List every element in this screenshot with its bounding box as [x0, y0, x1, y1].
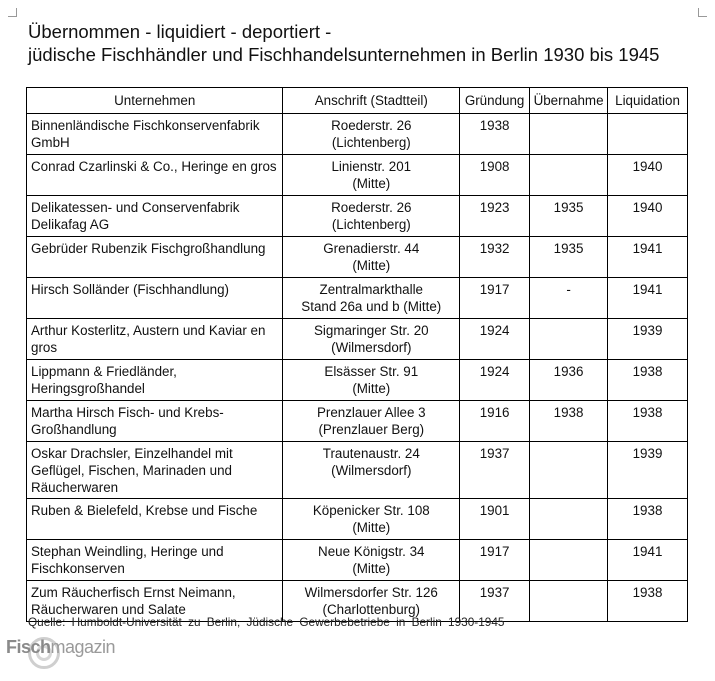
takeover-cell: [530, 581, 608, 622]
table-row: [27, 401, 688, 442]
address-cell-line: (Charlottenburg): [322, 602, 421, 617]
address-cell: [283, 237, 460, 278]
liquidation-cell: 1941: [608, 237, 688, 278]
table-row: [27, 319, 688, 360]
company-name-cell-line: Geflügel, Fischen, Marinaden und: [31, 463, 232, 478]
table-row: [27, 114, 688, 155]
address-cell: [283, 499, 460, 540]
liquidation-cell: 1940: [608, 155, 688, 196]
company-name-cell-line: Lippmann & Friedländer,: [31, 364, 177, 379]
company-name-cell-line: gros: [31, 340, 58, 355]
company-name-cell-line: Conrad Czarlinski & Co., Heringe en gros: [31, 159, 277, 174]
company-name-cell: [27, 401, 283, 442]
table-row: [27, 237, 688, 278]
address-cell: [283, 114, 460, 155]
company-name-cell-line: Binnenländische Fischkonservenfabrik: [31, 118, 260, 133]
company-name-cell: [27, 278, 283, 319]
address-cell-line: Elsässer Str. 91: [324, 364, 419, 379]
company-name-cell-line: Hirsch Solländer (Fischhandlung): [31, 282, 229, 297]
table-row: [27, 442, 688, 499]
address-cell-line: Roederstr. 26: [331, 200, 412, 215]
liquidation-cell: 1940: [608, 196, 688, 237]
founded-cell: 1937: [460, 442, 530, 499]
founded-cell: 1917: [460, 278, 530, 319]
address-cell-line: (Wilmersdorf): [331, 463, 412, 478]
company-name-cell: [27, 442, 283, 499]
founded-cell: 1937: [460, 581, 530, 622]
liquidation-cell: 1938: [608, 581, 688, 622]
liquidation-cell: 1938: [608, 401, 688, 442]
fischmagazin-logo: [6, 633, 166, 673]
address-cell: [283, 155, 460, 196]
liquidation-cell: 1939: [608, 442, 688, 499]
company-name-cell-line: Arthur Kosterlitz, Austern und Kaviar en: [31, 323, 266, 338]
address-cell-line: Trautenaustr. 24: [322, 446, 420, 461]
address-cell-line: (Mitte): [352, 176, 391, 191]
takeover-cell: [530, 442, 608, 499]
logo-text-bold: Fisch: [6, 637, 51, 657]
address-cell-line: (Lichtenberg): [331, 135, 411, 150]
founded-cell: 1924: [460, 319, 530, 360]
address-cell: [283, 319, 460, 360]
page-title: [28, 20, 659, 66]
takeover-cell: 1935: [530, 237, 608, 278]
company-name-cell: [27, 360, 283, 401]
company-name-cell-line: Fischkonserven: [31, 561, 125, 576]
takeover-cell: 1938: [530, 401, 608, 442]
page-corner-mark-right: [698, 8, 707, 17]
company-name-cell-line: Heringsgroßhandel: [31, 381, 145, 396]
address-cell-line: (Prenzlauer Berg): [318, 422, 425, 437]
address-cell-line: (Mitte): [352, 520, 391, 535]
company-name-cell-line: Räucherwaren: [31, 480, 119, 495]
liquidation-cell: 1938: [608, 499, 688, 540]
address-cell-line: (Wilmersdorf): [331, 340, 412, 355]
founded-cell: 1938: [460, 114, 530, 155]
logo-text-light: magazin: [50, 637, 116, 657]
address-cell-line: Roederstr. 26: [331, 118, 412, 133]
table-header-row: [27, 88, 688, 114]
address-cell-line: Prenzlauer Allee 3: [316, 405, 426, 420]
address-cell-line: Linienstr. 201: [331, 159, 412, 174]
company-name-cell-line: Großhandlung: [31, 422, 117, 437]
header-takeover: Übernahme: [530, 88, 608, 114]
header-company: Unternehmen: [27, 88, 283, 114]
page-corner-mark-left: [8, 8, 17, 17]
company-name-cell-line: Delikafag AG: [31, 217, 110, 232]
source-note: Quelle: Humboldt-Universität zu Berlin, Jüdische Gewerbebetriebe in Berlin 1930-1945: [28, 615, 505, 629]
company-name-cell-line: Martha Hirsch Fisch- und Krebs-: [31, 405, 224, 420]
takeover-cell: [530, 499, 608, 540]
founded-cell: 1917: [460, 540, 530, 581]
address-cell: [283, 360, 460, 401]
takeover-cell: [530, 155, 608, 196]
table-row: [27, 499, 688, 540]
address-cell-line: (Mitte): [352, 258, 391, 273]
takeover-cell: -: [530, 278, 608, 319]
founded-cell: 1916: [460, 401, 530, 442]
takeover-cell: [530, 540, 608, 581]
liquidation-cell: 1938: [608, 360, 688, 401]
company-name-cell-line: Delikatessen- und Conservenfabrik: [31, 200, 240, 215]
company-name-cell-line: Oskar Drachsler, Einzelhandel mit: [31, 446, 233, 461]
address-cell-line: Neue Königstr. 34: [318, 544, 425, 559]
founded-cell: 1908: [460, 155, 530, 196]
address-cell: [283, 401, 460, 442]
company-name-cell: [27, 237, 283, 278]
company-name-cell: [27, 499, 283, 540]
address-cell: [283, 442, 460, 499]
table-row: [27, 155, 688, 196]
header-liquidation: Liquidation: [608, 88, 688, 114]
liquidation-cell: 1941: [608, 540, 688, 581]
founded-cell: 1932: [460, 237, 530, 278]
founded-cell: 1924: [460, 360, 530, 401]
title-line-1: Übernommen - liquidiert - deportiert -: [28, 21, 332, 42]
liquidation-cell: 1939: [608, 319, 688, 360]
table-row: [27, 540, 688, 581]
company-name-cell: [27, 319, 283, 360]
header-founded: Gründung: [460, 88, 530, 114]
company-name-cell-line: Ruben & Bielefeld, Krebse und Fische: [31, 503, 258, 518]
company-name-cell: [27, 155, 283, 196]
table-row: [27, 278, 688, 319]
company-name-cell-line: GmbH: [31, 135, 70, 150]
address-cell-line: Köpenicker Str. 108: [312, 503, 430, 518]
logo-text: [6, 637, 115, 658]
company-name-cell-line: Gebrüder Rubenzik Fischgroßhandlung: [31, 241, 266, 256]
founded-cell: 1901: [460, 499, 530, 540]
title-line-2: jüdische Fischhändler und Fischhandelsunternehmen in Berlin 1930 bis 1945: [28, 44, 660, 65]
takeover-cell: 1935: [530, 196, 608, 237]
header-address: Anschrift (Stadtteil): [283, 88, 460, 114]
liquidation-cell: [608, 114, 688, 155]
address-cell: [283, 278, 460, 319]
address-cell-line: Grenadierstr. 44: [323, 241, 420, 256]
company-name-cell: [27, 196, 283, 237]
liquidation-cell: 1941: [608, 278, 688, 319]
company-name-cell-line: Zum Räucherfisch Ernst Neimann,: [31, 585, 236, 600]
table-row: [27, 196, 688, 237]
company-name-cell-line: Stephan Weindling, Heringe und: [31, 544, 224, 559]
takeover-cell: [530, 319, 608, 360]
address-cell-line: (Mitte): [352, 381, 391, 396]
address-cell: [283, 196, 460, 237]
company-name-cell: [27, 114, 283, 155]
address-cell-line: Wilmersdorfer Str. 126: [304, 585, 438, 600]
table-row: [27, 360, 688, 401]
address-cell-line: Stand 26a und b (Mitte): [301, 299, 442, 314]
address-cell-line: (Lichtenberg): [331, 217, 411, 232]
address-cell: [283, 540, 460, 581]
address-cell-line: Sigmaringer Str. 20: [313, 323, 429, 338]
takeover-cell: 1936: [530, 360, 608, 401]
companies-table: [26, 87, 688, 622]
takeover-cell: [530, 114, 608, 155]
address-cell-line: (Mitte): [352, 561, 391, 576]
company-name-cell-line: Räucherwaren und Salate: [31, 602, 186, 617]
founded-cell: 1923: [460, 196, 530, 237]
company-name-cell: [27, 540, 283, 581]
address-cell-line: Zentralmarkthalle: [319, 282, 423, 297]
